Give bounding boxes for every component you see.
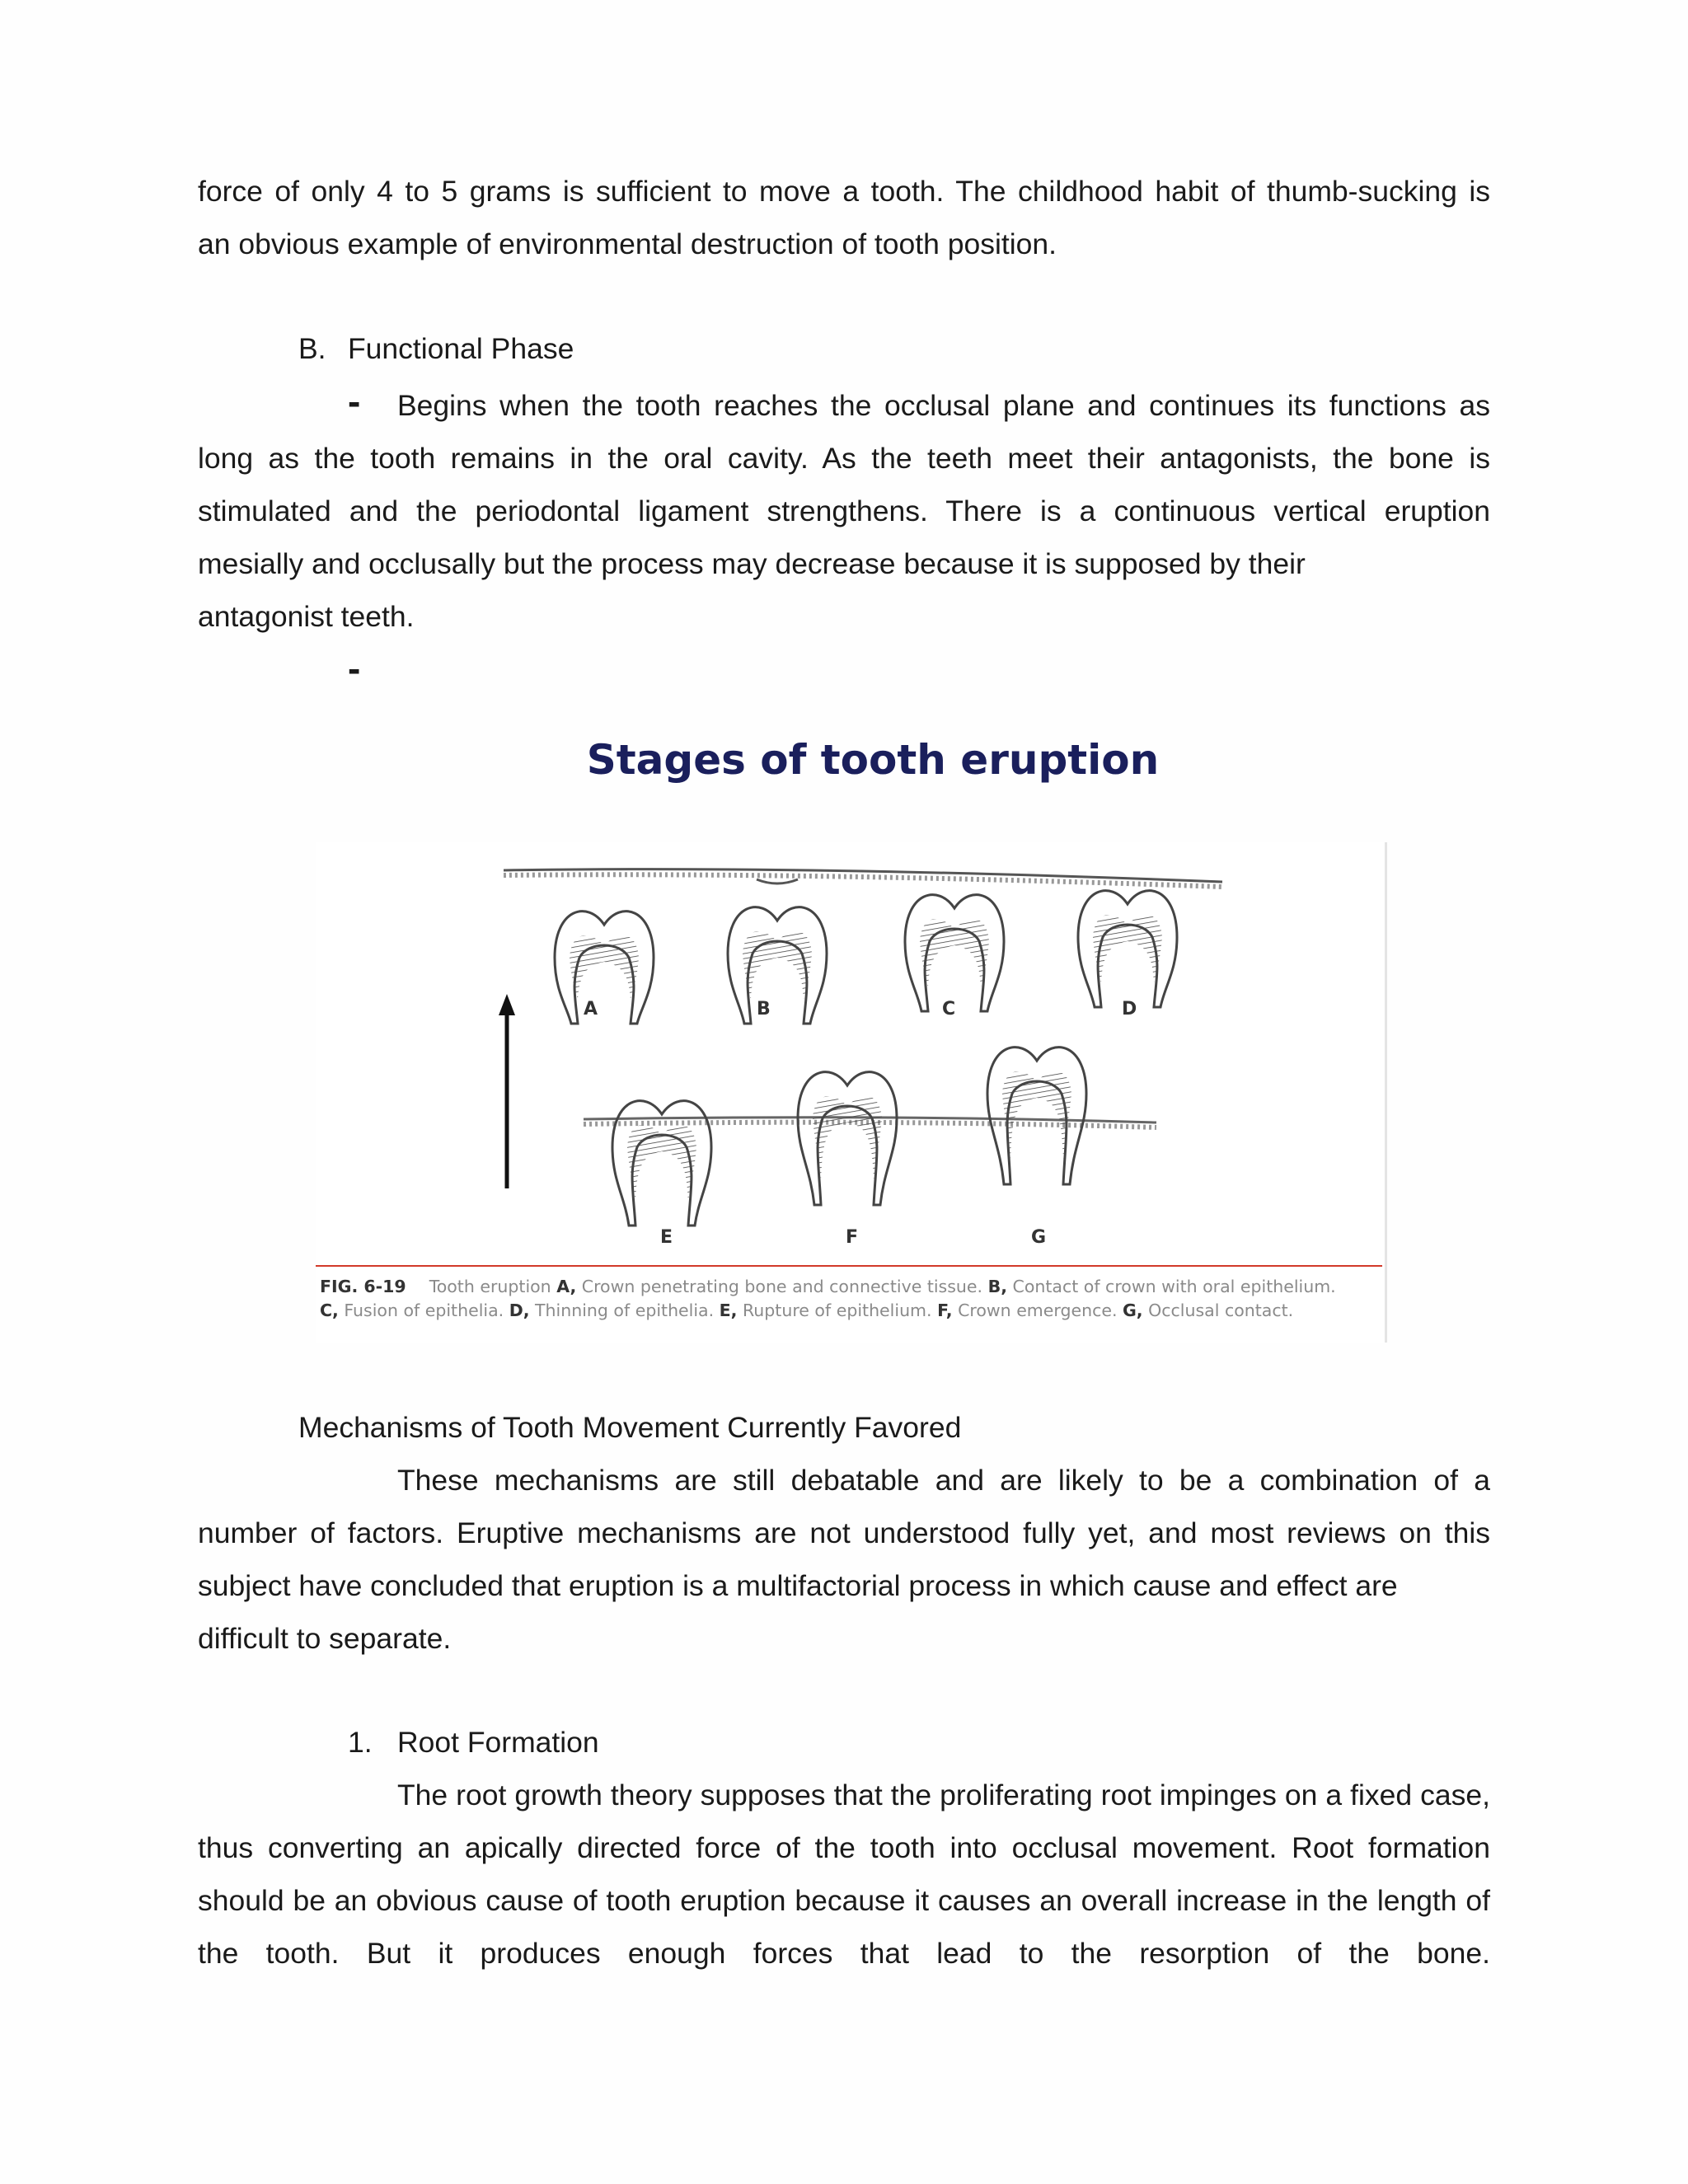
caption-part: A, <box>556 1277 577 1296</box>
tooth-c-drawing <box>905 895 1004 1011</box>
caption-part: D, <box>509 1301 530 1320</box>
top-epithelium-texture <box>504 874 1222 887</box>
paragraph-line-1: force of only 4 to 5 grams is sufficient to move a tooth. The childhood habit of thumb-sucking is <box>198 175 1490 208</box>
functional-phase-paragraph <box>198 379 1490 590</box>
stage-label-c: C <box>942 999 956 1019</box>
functional-phase-text: Begins when the tooth reaches the occlusal plane and continues its functions as long as the tooth remains in the oral cavity. As the teeth meet their antagonists, the bone is stimulated and the periodontal ligament strengthens. There is a continuous vertical eruption mesially and occlusally but the process may decrease because it is supposed by their <box>198 389 1490 580</box>
figure-number: FIG. 6-19 <box>320 1277 406 1296</box>
paragraph-thumb-sucking <box>198 165 1490 218</box>
tooth-f-drawing <box>798 1072 897 1205</box>
section-b-marker: B. <box>298 332 326 365</box>
figure-title: Stages of tooth eruption <box>586 736 1160 784</box>
functional-phase-tail-text: antagonist teeth. <box>198 600 415 633</box>
stage-label-e: E <box>660 1227 673 1248</box>
caption-rule <box>316 1265 1382 1267</box>
root-formation-paragraph <box>198 1769 1490 1980</box>
tooth-eruption-figure <box>316 842 1387 1343</box>
caption-part: C, <box>320 1301 339 1320</box>
caption-part: Tooth eruption <box>429 1277 557 1296</box>
bullet-dash-2: - <box>348 647 361 690</box>
stage-label-g: G <box>1031 1227 1047 1248</box>
caption-part: Crown emergence. <box>952 1301 1123 1320</box>
caption-part: Fusion of epithelia. <box>338 1301 509 1320</box>
mechanisms-heading: Mechanisms of Tooth Movement Currently Favored <box>298 1411 962 1444</box>
caption-part: F, <box>937 1301 953 1320</box>
figure-caption-line-1 <box>320 1275 1383 1298</box>
caption-part: E, <box>719 1301 738 1320</box>
stage-label-b: B <box>757 999 771 1019</box>
caption-line-1-text <box>429 1277 1336 1296</box>
mechanisms-paragraph <box>198 1454 1490 1612</box>
root-formation-marker: 1. <box>348 1726 373 1759</box>
bullet-dash-1: - <box>348 380 361 423</box>
caption-part: Occlusal contact. <box>1142 1301 1294 1320</box>
caption-part: Thinning of epithelia. <box>529 1301 720 1320</box>
tooth-b-drawing <box>728 879 827 1024</box>
stage-label-d: D <box>1122 999 1137 1019</box>
figure-caption-line-2 <box>320 1299 1383 1322</box>
functional-phase-tail <box>198 590 1490 643</box>
tooth-a-drawing <box>555 912 654 1024</box>
mechanisms-text: These mechanisms are still debatable and are likely to be a combination of a number of factors. Eruptive mechanisms are not understood fully yet, and most reviews on this subject have concluded that eruption is a multifactorial process in which cause and effect are <box>198 1464 1490 1602</box>
caption-part: Rupture of epithelium. <box>737 1301 938 1320</box>
root-formation-title: Root Formation <box>397 1726 599 1759</box>
tooth-d-drawing <box>1078 891 1177 1007</box>
caption-part: Contact of crown with oral epithelium. <box>1006 1277 1336 1296</box>
tooth-eruption-drawing <box>316 842 1385 1265</box>
stage-label-a: A <box>584 999 598 1019</box>
stage-label-f: F <box>846 1227 859 1248</box>
caption-line-2-text <box>320 1301 1293 1320</box>
caption-part: Crown penetrating bone and connective tissue. <box>576 1277 988 1296</box>
caption-part: B, <box>987 1277 1007 1296</box>
paragraph-line-2: an obvious example of environmental destruction of tooth position. <box>198 227 1057 260</box>
caption-part: G, <box>1122 1301 1143 1320</box>
mechanisms-tail-text: difficult to separate. <box>198 1622 452 1655</box>
section-b-title: Functional Phase <box>348 332 574 365</box>
tooth-g-drawing <box>987 1047 1086 1184</box>
root-formation-text: The root growth theory supposes that the proliferating root impinges on a fixed case, thus converting an apically directed force of the tooth into occlusal movement. Root formation should be an obvious cause of tooth eruption because it causes an overall increase in the length of the tooth. But it produces enough forces that lead to the resorption of the bone. <box>198 1779 1490 1970</box>
mechanisms-tail <box>198 1612 1490 1665</box>
eruption-arrow-head <box>499 994 515 1015</box>
paragraph-thumb-sucking-end <box>198 218 1490 270</box>
